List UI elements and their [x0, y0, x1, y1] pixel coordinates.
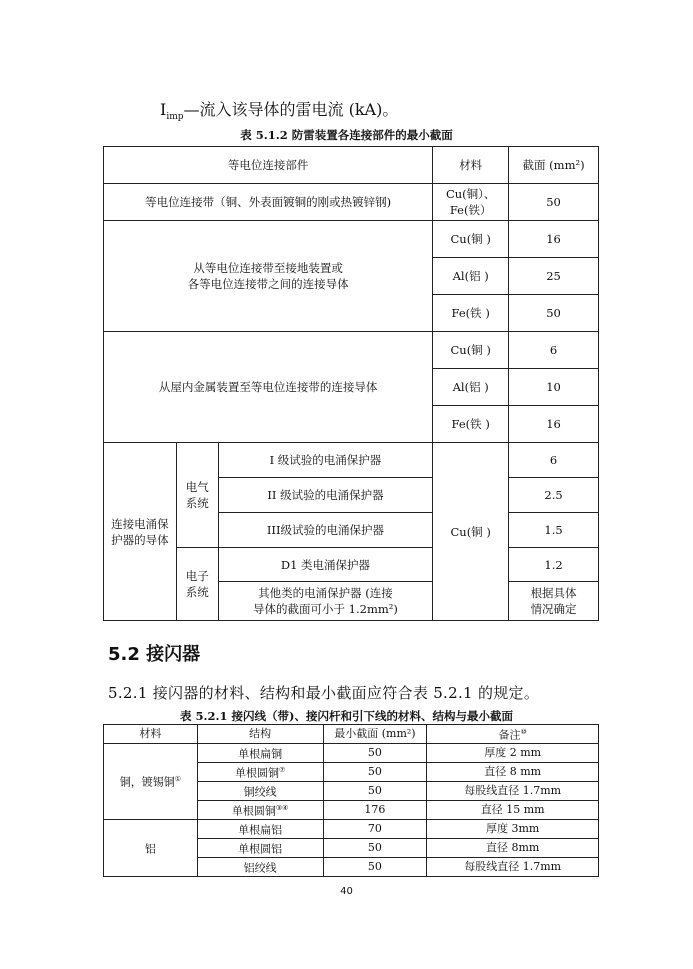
table-5-2-1 [103, 724, 599, 877]
structure-cell: 单根扁铝 [197, 819, 323, 838]
spd-conductor-label: 连接电涌保 护器的导体 [104, 443, 177, 621]
spd-item: 其他类的电涌保护器 (连接 导体的截面可小于 1.2mm²) [218, 582, 432, 621]
spd-item: III级试验的电涌保护器 [218, 513, 432, 548]
spd-area: 6 [509, 443, 599, 478]
group2-area: 25 [509, 258, 599, 295]
note-cell: 直径 8mm [427, 838, 599, 857]
spd-material: Cu(铜 ) [433, 443, 509, 621]
area-cell: 50 [323, 762, 427, 781]
area-cell: 50 [323, 743, 427, 762]
spd-area: 1.2 [509, 548, 599, 582]
note-cell: 直径 8 mm [427, 762, 599, 781]
structure-cell: 单根圆铜⑦ [197, 762, 323, 781]
note-cell: 厚度 2 mm [427, 743, 599, 762]
spd-item: D1 类电涌保护器 [218, 548, 432, 582]
note-cell: 每股线直径 1.7mm [427, 781, 599, 800]
spd-item: II 级试验的电涌保护器 [218, 478, 432, 513]
row-part: 等电位连接带（铜、外表面镀铜的刚或热镀锌钢) [104, 184, 433, 221]
header-structure: 结构 [197, 725, 323, 744]
current-definition: $I_{imp}—$流入该导体的雷电流 (kA)。 [160, 100, 399, 123]
note-cell: 厚度 3mm [427, 819, 599, 838]
area-cell: 70 [323, 819, 427, 838]
spd-area: 根据具体 情况确定 [509, 582, 599, 621]
electrical-system-label: 电气 系统 [176, 443, 218, 548]
group2-area: 50 [509, 295, 599, 332]
area-cell: 176 [323, 800, 427, 819]
structure-cell: 单根扁铜 [197, 743, 323, 762]
header-note: 备注⑩ [427, 725, 599, 744]
header-material: 材料 [104, 725, 198, 744]
section-paragraph: 5.2.1 接闪器的材料、结构和最小截面应符合表 5.2.1 的规定。 [108, 684, 540, 702]
spd-item: I 级试验的电涌保护器 [218, 443, 432, 478]
group3-material: Cu(铜 ) [433, 332, 509, 369]
note-cell: 每股线直径 1.7mm [427, 857, 599, 876]
group3-material: Fe(铁 ) [433, 406, 509, 443]
group3-area: 6 [509, 332, 599, 369]
area-cell: 50 [323, 781, 427, 800]
table1-caption: 表 5.1.2 防雷装置各连接部件的最小截面 [240, 128, 453, 142]
group3-part: 从屋内金属装置至等电位连接带的连接导体 [104, 332, 433, 443]
table-5-1-2 [103, 146, 599, 621]
structure-cell: 铜绞线 [197, 781, 323, 800]
section-heading: 5.2 接闪器 [108, 644, 201, 665]
table2-caption: 表 5.2.1 接闪线（带)、接闪杆和引下线的材料、结构与最小截面 [180, 709, 513, 723]
group2-material: Fe(铁 ) [433, 295, 509, 332]
group3-area: 16 [509, 406, 599, 443]
group2-material: Cu(铜 ) [433, 221, 509, 258]
group2-part: 从等电位连接带至接地装置或 各等电位连接带之间的连接导体 [104, 221, 433, 332]
group3-area: 10 [509, 369, 599, 406]
header-area: 最小截面 (mm²) [323, 725, 427, 744]
material-copper: 铜，镀锡铜① [104, 743, 198, 819]
structure-cell: 单根圆铜③④ [197, 800, 323, 819]
page-number: 40 [340, 886, 353, 897]
spd-area: 1.5 [509, 513, 599, 548]
row-area: 50 [509, 184, 599, 221]
electronic-system-label: 电子 系统 [176, 548, 218, 621]
header-part: 等电位连接部件 [104, 147, 433, 184]
material-aluminum: 铝 [104, 819, 198, 876]
spd-area: 2.5 [509, 478, 599, 513]
note-cell: 直径 15 mm [427, 800, 599, 819]
group3-material: Al(铝 ) [433, 369, 509, 406]
header-material: 材料 [433, 147, 509, 184]
area-cell: 50 [323, 857, 427, 876]
header-area: 截面 (mm²) [509, 147, 599, 184]
group2-area: 16 [509, 221, 599, 258]
row-material: Cu(铜）、Fe(铁） [433, 184, 509, 221]
area-cell: 50 [323, 838, 427, 857]
group2-material: Al(铝 ) [433, 258, 509, 295]
structure-cell: 单根圆铝 [197, 838, 323, 857]
structure-cell: 铝绞线 [197, 857, 323, 876]
